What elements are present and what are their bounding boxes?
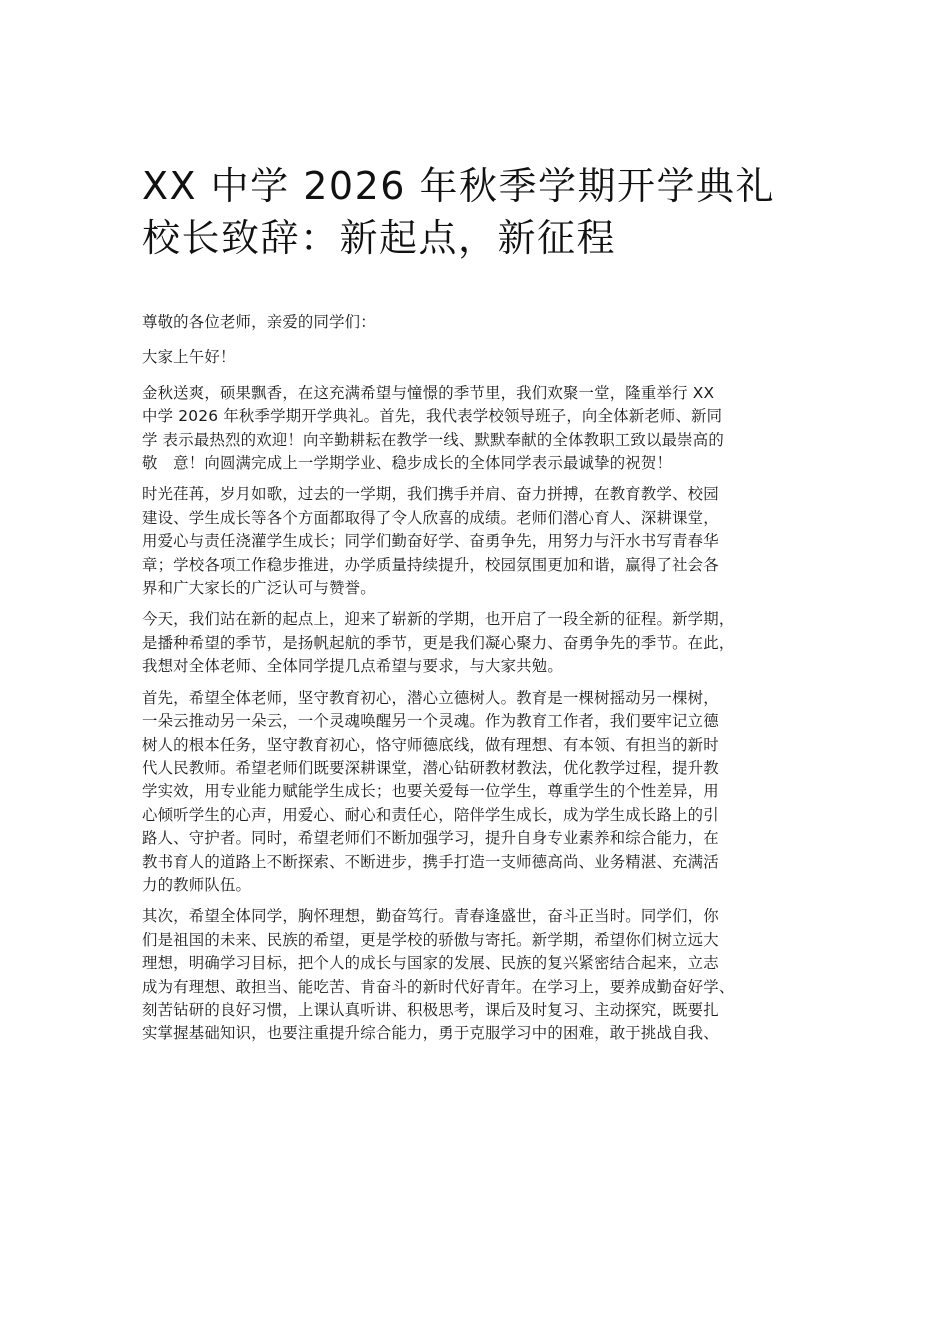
text-line: 界和广大家长的广泛认可与赞誉。	[142, 579, 376, 598]
paragraph-new-start	[142, 608, 822, 678]
paragraph-review	[142, 483, 822, 600]
text-line: 路人、守护者。同时，希望老师们不断加强学习，提升自身专业素养和综合能力，在	[142, 829, 719, 848]
text-line: 学实效，用专业能力赋能学生成长；也要关爱每一位学生，尊重学生的个性差异，用	[142, 782, 719, 801]
salutation	[142, 311, 822, 334]
paragraph-welcome	[142, 382, 822, 476]
document-title	[142, 160, 842, 264]
text-line: 敬 意！向圆满完成上一学期学业、稳步成长的全体同学表示最诚挚的祝贺！	[142, 454, 673, 473]
text-line: 其次，希望全体同学，胸怀理想，勤奋笃行。青春逢盛世，奋斗正当时。同学们，你	[142, 907, 719, 926]
text-line: 成为有理想、敢担当、能吃苦、肯奋斗的新时代好青年。在学习上，要养成勤奋好学、	[142, 977, 735, 996]
text-line: 是播种希望的季节，是扬帆起航的季节，更是我们凝心聚力、奋勇争先的季节。在此，	[142, 633, 735, 652]
text-line: 今天，我们站在新的起点上，迎来了崭新的学期，也开启了一段全新的征程。新学期，	[142, 610, 735, 629]
text-line: 章；学校各项工作稳步推进，办学质量持续提升，校园氛围更加和谐，赢得了社会各	[142, 555, 719, 574]
text-line: 学 表示最热烈的欢迎！向辛勤耕耘在教学一线、默默奉献的全体教职工致以最崇高的	[142, 430, 724, 449]
text-line: 代人民教师。希望老师们既要深耕课堂，潜心钻研教材教法，优化教学过程，提升教	[142, 758, 719, 777]
title-line: XX 中学 2026 年秋季学期开学典礼	[142, 164, 776, 208]
text-line: 一朵云推动另一朵云，一个灵魂唤醒另一个灵魂。作为教育工作者，我们要牢记立德	[142, 712, 719, 731]
text-line: 实掌握基础知识，也要注重提升综合能力，勇于克服学习中的困难，敢于挑战自我、	[142, 1024, 719, 1043]
text-line: 刻苦钻研的良好习惯，上课认真听讲、积极思考，课后及时复习、主动探究，既要扎	[142, 1000, 719, 1019]
greeting	[142, 346, 822, 369]
text-line: 建设、学生成长等各个方面都取得了令人欣喜的成绩。老师们潜心育人、深耕课堂，	[142, 508, 719, 527]
text-line: 教书育人的道路上不断探索、不断进步，携手打造一支师德高尚、业务精湛、充满活	[142, 852, 719, 871]
text-line: 中学 2026 年秋季学期开学典礼。首先，我代表学校领导班子，向全体新老师、新同	[142, 407, 723, 426]
text-line: 用爱心与责任浇灌学生成长；同学们勤奋好学、奋勇争先，用努力与汗水书写青春华	[142, 532, 719, 551]
document-body	[142, 311, 822, 1046]
text-line: 金秋送爽，硕果飘香，在这充满希望与憧憬的季节里，我们欢聚一堂，隆重举行 XX	[142, 383, 715, 402]
paragraph-teachers	[142, 687, 822, 898]
text-line: 心倾听学生的心声，用爱心、耐心和责任心，陪伴学生成长，成为学生成长路上的引	[142, 805, 719, 824]
text-line: 理想，明确学习目标，把个人的成长与国家的发展、民族的复兴紧密结合起来，立志	[142, 954, 719, 973]
paragraph-students	[142, 905, 822, 1045]
text-line: 大家上午好！	[142, 348, 236, 367]
text-line: 首先，希望全体老师，坚守教育初心，潜心立德树人。教育是一棵树摇动另一棵树，	[142, 688, 719, 707]
text-line: 们是祖国的未来、民族的希望，更是学校的骄傲与寄托。新学期，希望你们树立远大	[142, 930, 719, 949]
text-line: 尊敬的各位老师，亲爱的同学们：	[142, 313, 376, 331]
text-line: 力的教师队伍。	[142, 875, 252, 894]
text-line: 我想对全体老师、全体同学提几点希望与要求，与大家共勉。	[142, 657, 563, 676]
text-line: 时光荏苒，岁月如歌，过去的一学期，我们携手并肩、奋力拼搏，在教育教学、校园	[142, 485, 719, 504]
text-line: 树人的根本任务，坚守教育初心，恪守师德底线，做有理想、有本领、有担当的新时	[142, 735, 719, 754]
title-line: 校长致辞：新起点，新征程	[142, 216, 617, 260]
